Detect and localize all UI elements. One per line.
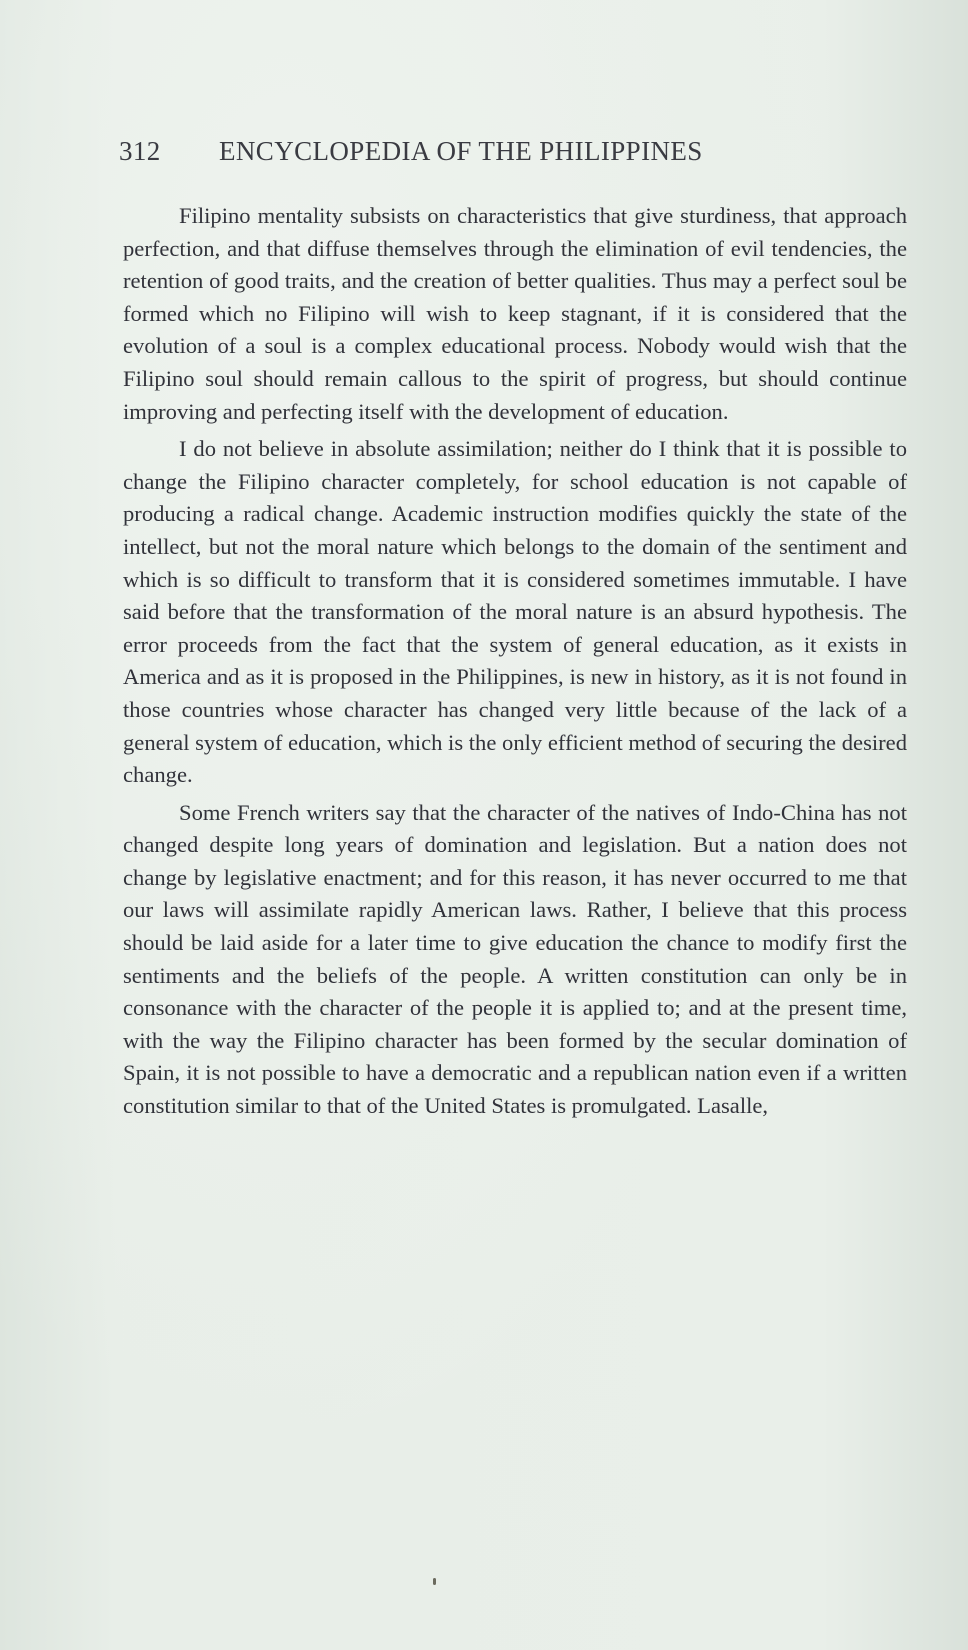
paragraph: Filipino mentality subsists on characteristics that give sturdiness, that approach perfection, and that diffuse themselves through the elimination of evil tendencies, the retention of good traits, and the creation of better qualities. Thus may a perfect soul be formed which no Filipino will wish to keep stagnant, if it is considered that the evolution of a soul is a complex educational process. Nobody would wish that the Filipino soul should remain callous to the spirit of progress, but should continue improving and perfecting itself with the development of education.: [123, 203, 907, 424]
page-number: 312: [119, 136, 161, 166]
paper-speck: [433, 1578, 436, 1585]
paragraph: I do not believe in absolute assimilation; neither do I think that it is possible to change the Filipino character completely, for school education is not capable of producing a radical change. Academic instruction modifies quickly the state of the intellect, but not the moral nature which belongs to the domain of the sentiment and which is so difficult to transform that it is considered sometimes immutable. I have said before that the transformation of the moral nature is an absurd hypothesis. The error proceeds from the fact that the system of general education, as it exists in America and as it is proposed in the Philippines, is new in history, as it is not found in those countries whose character has changed very little because of the lack of a general system of education, which is the only efficient method of securing the desired change.: [123, 436, 907, 788]
running-title: ENCYCLOPEDIA OF THE PHILIPPINES: [219, 136, 703, 166]
paragraph: Some French writers say that the character of the natives of Indo-China has not changed despite long years of domination and legislation. But a nation does not change by legislative enactment; and for this reason, it has never occurred to me that our laws will assimilate rapidly American laws. Rather, I believe that this process should be laid aside for a later time to give education the chance to modify first the sentiments and the beliefs of the people. A written constitution can only be in consonance with the character of the people it is applied to; and at the present time, with the way the Filipino character has been formed by the secular domination of Spain, it is not possible to have a democratic and a republican nation even if a written constitution similar to that of the United States is promulgated. Lasalle,: [123, 799, 907, 1119]
body-text: [123, 200, 907, 1128]
running-header: [119, 136, 909, 172]
